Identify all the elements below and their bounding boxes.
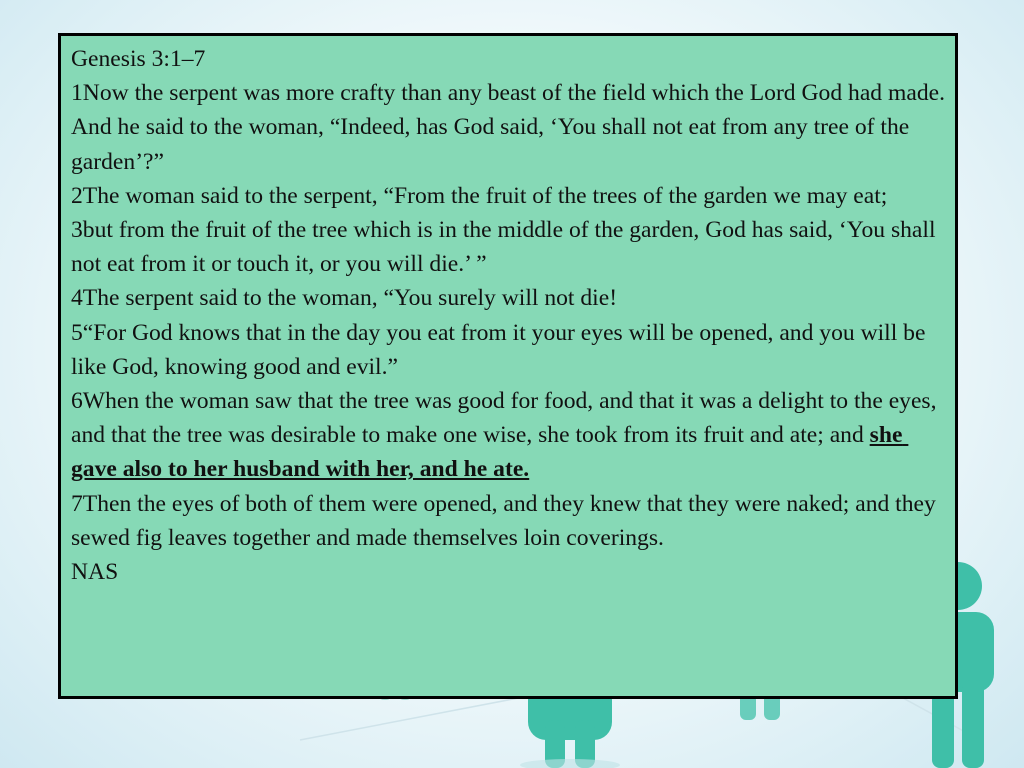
scripture-text-box (58, 33, 958, 699)
verse-number: 1 (71, 80, 83, 107)
verse-7 (71, 487, 945, 555)
verse-6 (71, 384, 945, 487)
verse-number: 2 (71, 182, 83, 209)
verse-number: 3 (71, 217, 83, 244)
verse-text: Then the eyes of both of them were opened, and they knew that they were naked; and they sewed fig leaves together and made themselves loin coverings. (71, 490, 942, 551)
verse-3 (71, 213, 945, 281)
figure-shadow-center (520, 759, 620, 768)
verse-1 (71, 76, 950, 179)
verse-2 (71, 179, 945, 213)
verse-text: but from the fruit of the tree which is in the middle of the garden, God has said, ‘You shall not eat from it or touch it, or you will die.’ ” (71, 217, 942, 278)
verse-4 (71, 281, 945, 315)
verse-text: The woman said to the serpent, “From the fruit of the trees of the garden we may eat; (82, 182, 888, 209)
verse-text: The serpent said to the woman, “You surely will not die! (82, 285, 618, 312)
verse-text: “For God knows that in the day you eat from it your eyes will be opened, and you will be like God, knowing good and evil.” (71, 319, 932, 380)
verse-number: 6 (71, 388, 83, 415)
verse-number: 4 (71, 285, 83, 312)
passage-reference: Genesis 3:1–7 (71, 46, 206, 72)
translation-label: NAS (71, 559, 119, 586)
emphasized-text: she gave also to her husband with her, and he ate. (71, 422, 909, 483)
verse-number: 7 (71, 490, 83, 517)
verse-number: 5 (71, 319, 83, 346)
verse-5 (71, 316, 945, 384)
verse-text: When the woman saw that the tree was good for food, and that it was a delight to the eyes, and that the tree was desirable to make one wise, she took from its fruit and ate; and (71, 388, 943, 449)
verse-text: Now the serpent was more crafty than any beast of the field which the Lord God had made. And he said to the woman, “Indeed, has God said, ‘You shall not eat from any tree of the garden’?” (71, 80, 950, 175)
